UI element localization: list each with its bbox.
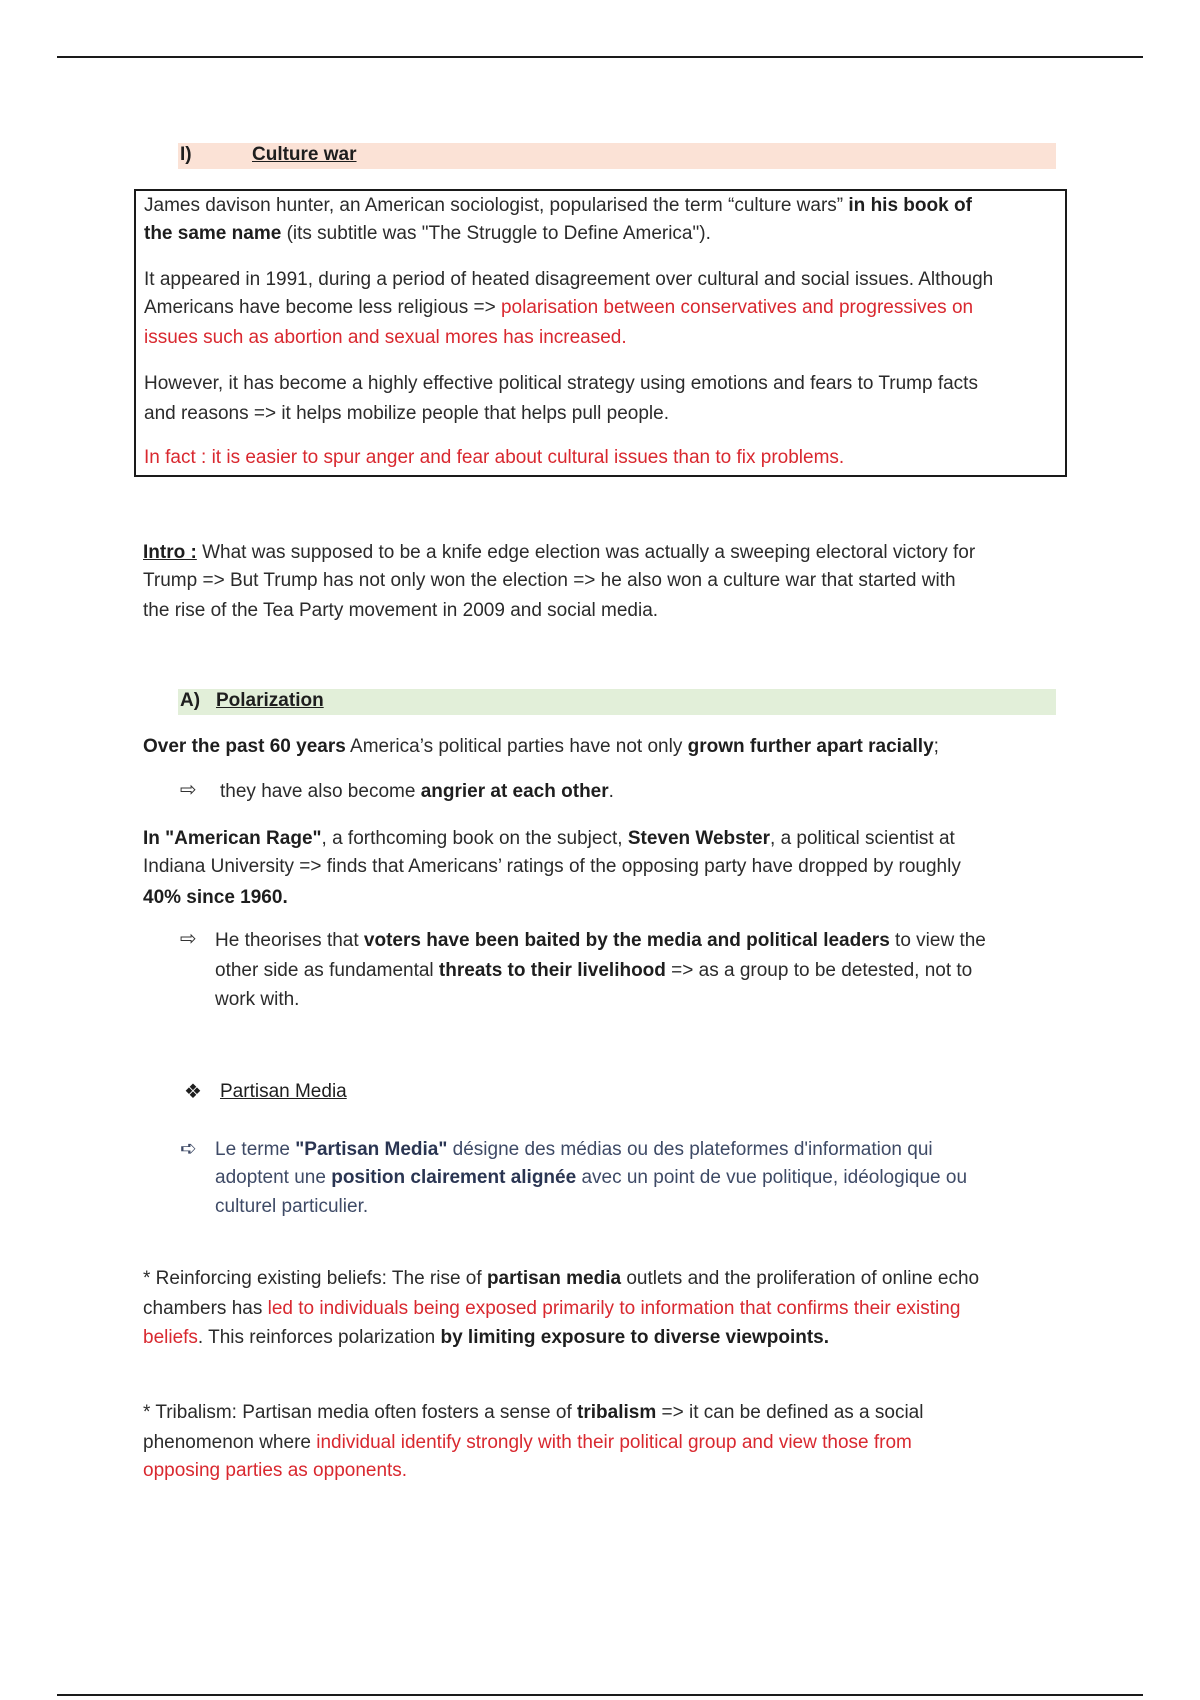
polarization-bullet-2-line-2: other side as fundamental threats to their livelihood => as a group to be detested, not to — [215, 960, 973, 981]
bottom-rule — [57, 1694, 1143, 1696]
partisan-definition-line-3: culturel particulier. — [215, 1196, 369, 1217]
polarization-bullet-1: they have also become angrier at each other. — [220, 781, 614, 802]
tribalism-line-2: phenomenon where individual identify strongly with their political group and view those from — [143, 1432, 912, 1453]
subsection-title: Polarization — [216, 690, 324, 711]
polarization-paragraph-2-line-2: Indiana University => finds that Americans’ ratings of the opposing party have dropped by roughly — [143, 856, 961, 877]
intro-line-2: Trump => But Trump has not only won the election => he also won a culture war that started with — [143, 570, 956, 591]
arrow-bullet-icon: ➪ — [180, 1138, 197, 1160]
tribalism-line-1: * Tribalism: Partisan media often fosters a sense of tribalism => it can be defined as a social — [143, 1402, 924, 1423]
diamond-bullet-icon: ❖ — [184, 1081, 202, 1103]
polarization-paragraph-2-line-3: 40% since 1960. — [143, 887, 288, 908]
box-paragraph-3-line-1: However, it has become a highly effective political strategy using emotions and fears to Trump facts — [144, 373, 978, 394]
partisan-definition-line-2: adoptent une position clairement alignée avec un point de vue politique, idéologique ou — [215, 1167, 968, 1188]
reinforcing-line-1: * Reinforcing existing beliefs: The rise of partisan media outlets and the proliferation of online echo — [143, 1268, 980, 1289]
reinforcing-line-2: chambers has led to individuals being exposed primarily to information that confirms their existing — [143, 1298, 961, 1319]
tribalism-line-3: opposing parties as opponents. — [143, 1460, 408, 1481]
intro-line-1: Intro : What was supposed to be a knife edge election was actually a sweeping electoral victory for — [143, 542, 976, 563]
section-number: I) — [180, 144, 192, 165]
section-title: Culture war — [252, 144, 357, 165]
box-paragraph-2-line-3: issues such as abortion and sexual mores has increased. — [144, 327, 627, 348]
polarization-paragraph-2-line-1: In "American Rage", a forthcoming book on the subject, Steven Webster, a political scientist at — [143, 828, 955, 849]
reinforcing-line-3: beliefs. This reinforces polarization by limiting exposure to diverse viewpoints. — [143, 1327, 830, 1348]
partisan-definition-line-1: Le terme "Partisan Media" désigne des médias ou des plateformes d'information qui — [215, 1139, 933, 1160]
partisan-media-title: Partisan Media — [220, 1081, 347, 1102]
box-paragraph-4: In fact : it is easier to spur anger and fear about cultural issues than to fix problems. — [144, 447, 845, 468]
box-paragraph-2-line-1: It appeared in 1991, during a period of heated disagreement over cultural and social issues. Although — [144, 269, 994, 290]
box-paragraph-1-line-1: James davison hunter, an American sociologist, popularised the term “culture wars” in his book of — [144, 195, 972, 216]
top-rule — [57, 56, 1143, 58]
box-paragraph-3-line-2: and reasons => it helps mobilize people that helps pull people. — [144, 403, 669, 424]
subsection-number: A) — [180, 690, 201, 711]
box-paragraph-1-line-2: the same name (its subtitle was "The Struggle to Define America"). — [144, 223, 711, 244]
polarization-bullet-2-line-1: He theorises that voters have been baited by the media and political leaders to view the — [215, 930, 986, 951]
arrow-bullet-icon: ⇨ — [180, 779, 197, 801]
polarization-paragraph-1: Over the past 60 years America’s political parties have not only grown further apart racially; — [143, 736, 939, 757]
intro-line-3: the rise of the Tea Party movement in 2009 and social media. — [143, 600, 659, 621]
box-paragraph-2-line-2: Americans have become less religious => polarisation between conservatives and progressives on — [144, 297, 974, 318]
arrow-bullet-icon: ⇨ — [180, 928, 197, 950]
polarization-bullet-2-line-3: work with. — [215, 989, 300, 1010]
